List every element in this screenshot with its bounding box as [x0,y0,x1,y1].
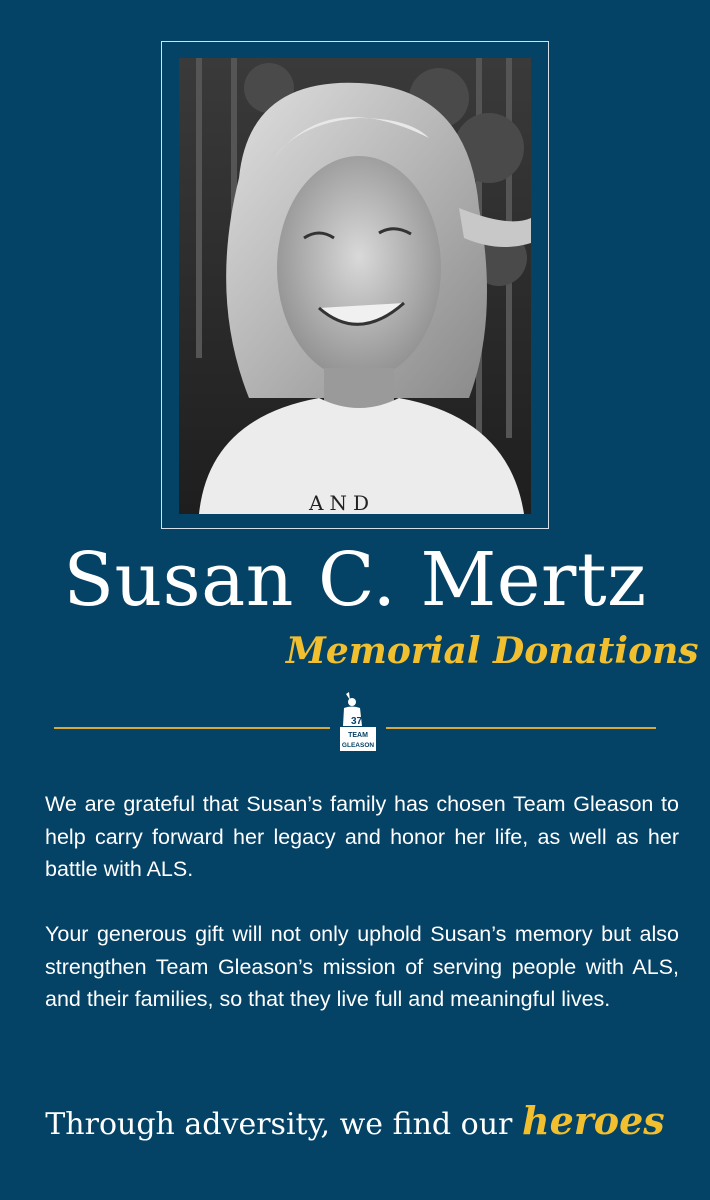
tagline-accent: heroes [521,1098,665,1143]
logo-line1: TEAM [348,732,368,739]
portrait-photo [179,58,531,514]
page-title: Susan C. Mertz [63,537,647,623]
tagline-text: Through adversity, we find our [45,1107,522,1142]
logo-number: 37 [351,716,363,727]
shirt-text: AND [309,491,375,514]
team-gleason-logo [332,690,384,754]
gift-paragraph: Your generous gift will not only uphold Susan’s memory but also strengthen Team Gleason’s mission of serving people with ALS, and their families, so that they live full and meaningful lives. [45,922,679,1011]
divider-right [386,727,656,729]
tagline [0,1098,710,1143]
logo-line2: GLEASON [341,742,375,749]
subtitle: Memorial Donations [286,630,699,672]
divider-left [54,727,330,729]
intro-paragraph: We are grateful that Susan’s family has chosen Team Gleason to help carry forward her legacy and honor her life, as well as her battle with ALS. [45,792,679,881]
